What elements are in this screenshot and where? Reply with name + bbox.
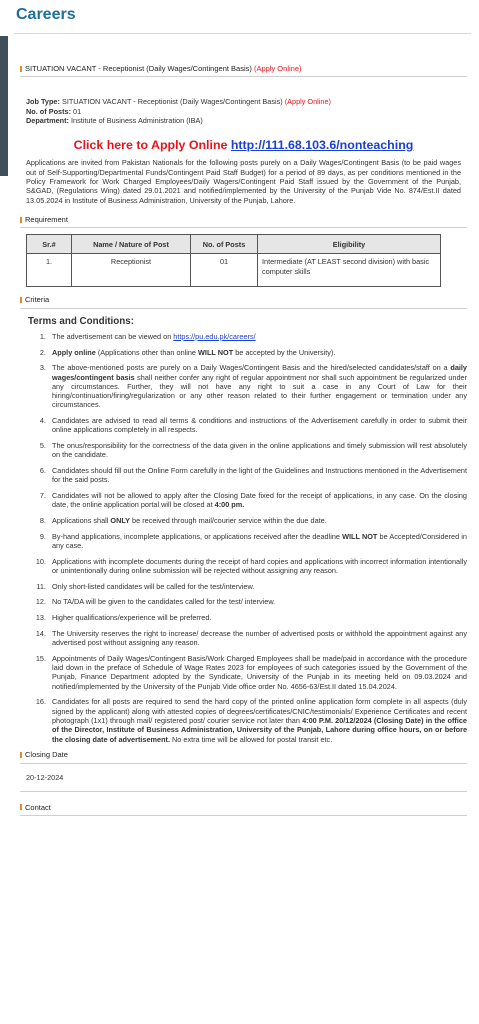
job-type-apply: (Apply Online) [284, 97, 331, 107]
term-text: Higher qualifications/experience will be preferred. [52, 613, 212, 623]
term-item [48, 466, 467, 485]
column-header: Eligibility [258, 235, 441, 254]
department-label: Department: [26, 115, 69, 125]
job-posting [20, 64, 467, 816]
term-text: be Accepted/Considered in any case. [52, 531, 467, 551]
term-text: No extra time will be allowed for postal transit etc. [170, 734, 333, 744]
closing-date-heading-label: Closing Date [25, 750, 68, 760]
term-text: The University reserves the right to increase/ decrease the number of advertised posts or withhold the appointment against any advertised post without assigning any reason. [52, 628, 467, 648]
contact-heading-label: Contact [25, 802, 51, 812]
term-item [48, 582, 467, 591]
divider [20, 308, 467, 309]
term-text: Applications shall [52, 516, 111, 526]
intro-paragraph: Applications are invited from Pakistan Nationals for the following posts purely on a Daily Wages/Contingent Basis (to be paid wages out of Self-Supporting/Departmental Funds/Contingent Paid Staff Budget) for a period of 89 days, as per conditions mentioned in the Policy Framework for Work Charged Employees/Daily Wagers/Contingent Paid Staff issued by the Government of the Punjab, S&GAD, (Regulations Wing) dated 29.01.2021 and notified/implemented by the University of the Punjab Vide No. 874/Est.II dated 13.05.2024 in Institute of Business Administration, University of the Punjab, Lahore. [26, 158, 461, 205]
term-text: (Applications other than online [95, 347, 199, 357]
term-text: Apply online [52, 347, 96, 357]
divider [20, 763, 467, 764]
divider [20, 815, 467, 816]
criteria-heading-label: Criteria [25, 295, 50, 305]
term-item [48, 557, 467, 576]
section-marker-icon [20, 752, 22, 758]
term-text: 4:00 pm. [214, 500, 245, 510]
term-text: be accepted by the University). [233, 347, 336, 357]
job-details [26, 97, 467, 125]
divider [20, 791, 467, 792]
term-item [48, 441, 467, 460]
apply-online-link[interactable]: http://111.68.103.6/nonteaching [230, 138, 414, 153]
term-item [48, 654, 467, 691]
terms-list [20, 332, 467, 744]
section-marker-icon [20, 804, 22, 810]
closing-date-heading [20, 750, 467, 759]
requirement-table [26, 234, 441, 287]
posting-apply-tag: (Apply Online) [253, 64, 302, 73]
divider [20, 227, 467, 228]
term-text: The above-mentioned posts are purely on a Daily Wages/Contingent Basis and the hired/selected candidates/staff on a [52, 363, 451, 373]
term-item [48, 416, 467, 435]
term-item [48, 613, 467, 622]
apply-online-text: Click here to Apply Online [73, 138, 228, 153]
term-text: Candidates are advised to read all terms & conditions and instructions of the Advertisement carefully in order to submit their online applications completely in all respects. [52, 416, 467, 435]
term-text: By-hand applications, incomplete applications, or applications received after the deadline [52, 531, 343, 541]
cell-posts: 01 [191, 254, 258, 287]
apply-online-banner [20, 138, 467, 153]
contact-heading [20, 803, 467, 812]
careers-link[interactable]: https://pu.edu.pk/careers/ [173, 331, 256, 341]
department-row [26, 116, 467, 125]
posting-title: SITUATION VACANT - Receptionist (Daily Wages/Contingent Basis) [25, 64, 252, 73]
column-header: Name / Nature of Post [72, 235, 191, 254]
table-header-row [27, 235, 441, 254]
term-text: ONLY [110, 516, 131, 526]
cell-eligibility: Intermediate (AT LEAST second division) with basic computer skills [258, 254, 441, 287]
section-marker-icon [20, 297, 22, 303]
term-text: shall neither confer any right of regular appointment nor shall such appointment be regularized under any circumstances. Further, they will not have any right to suit a case in any Court of Law for their hiring/continuation/firing/regularization or any other reason related to their further engagement or termination under any circumstances. [52, 372, 467, 410]
posting-header [20, 64, 467, 73]
cell-sr: 1. [27, 254, 72, 287]
term-item [48, 491, 467, 510]
term-text: WILL NOT [342, 531, 378, 541]
term-text: Candidates should fill out the Online Form carefully in the light of the Guidelines and Instructions mentioned in the Advertisement for the said posts. [52, 466, 467, 485]
term-text: be received through mail/courier service within the due date. [130, 516, 327, 526]
job-type-row [26, 97, 467, 106]
divider [20, 76, 467, 77]
closing-date-value: 20-12-2024 [26, 772, 64, 782]
requirement-heading-label: Requirement [25, 214, 68, 224]
term-text: The advertisement can be viewed on [52, 331, 174, 341]
term-item [48, 597, 467, 606]
term-item [48, 332, 467, 341]
term-text: Candidates will not be allowed to apply after the Closing Date fixed for the receipt of applications, in any case. On the closing date, the online application portal will be closed at [52, 491, 467, 510]
page-title: Careers [16, 6, 76, 23]
job-type-label: Job Type: [26, 97, 60, 107]
term-text: Only short-listed candidates will be called for the test/interview. [52, 581, 255, 591]
term-text: Candidates for all posts are required to send the hard copy of the printed online application form complete in all aspects (duly signed by the applicant) along with attested copies of degrees/certificates/CNIC/testimonials/ Experience Certificates and recent photograph (1x1) through mail/ registered post/ courier service not later than [52, 697, 467, 725]
cell-post: Receptionist [72, 254, 191, 287]
term-item [48, 532, 467, 551]
term-item [48, 697, 467, 743]
posts-value: 01 [73, 106, 82, 116]
term-text: daily wages/contingent basis [52, 363, 467, 382]
term-text: No TA/DA will be given to the candidates called for the test/ interview. [52, 597, 276, 607]
posts-label: No. of Posts: [26, 106, 71, 116]
job-type-value: SITUATION VACANT - Receptionist (Daily Wages/Contingent Basis) [61, 97, 283, 107]
department-value: Institute of Business Administration (IBA) [71, 115, 203, 125]
posts-row [26, 107, 467, 116]
requirement-heading [20, 215, 467, 224]
terms-heading: Terms and Conditions: [28, 315, 134, 327]
left-accent-bar [0, 36, 8, 176]
term-text: Appointments of Daily Wages/Contingent Basis/Work Charged Employees shall be made/paid in accordance with the procedure laid down in the preface of Schedule of Wage Rates 2023 for employees of such categories issued by the Government of the Punjab, Finance Department adopted by the Syndicate, University of the Punjab in its meeting held on 09.03.2024 and notified/implemented by the University of the Punjab Vide office order No. 4656-63/Est.II dated 15.04.2024. [52, 653, 467, 691]
table-row [27, 254, 441, 287]
column-header: Sr.# [27, 235, 72, 254]
section-marker-icon [20, 66, 22, 72]
criteria-heading [20, 295, 467, 304]
term-text: Applications with incomplete documents during the receipt of hard copies and applications with incorrect information intentionally or unintentionally during online submission will be rejected without assigning any reason. [52, 556, 467, 576]
section-marker-icon [20, 217, 22, 223]
title-divider [14, 33, 471, 34]
term-item [48, 363, 467, 409]
term-text: WILL NOT [198, 347, 234, 357]
column-header: No. of Posts [191, 235, 258, 254]
term-text: 4:00 P.M. 20/12/2024 (Closing Date) in the office of the Director, Institute of Business Administration, University of the Punjab, Lahore during office hours, on or before the closing date of advertisement. [52, 715, 467, 744]
term-item [48, 516, 467, 525]
term-item [48, 629, 467, 648]
term-text: The onus/responsibility for the correctness of the data given in the online applications and timely submission will rest absolutely on the candidate. [52, 441, 467, 460]
term-item [48, 348, 467, 357]
